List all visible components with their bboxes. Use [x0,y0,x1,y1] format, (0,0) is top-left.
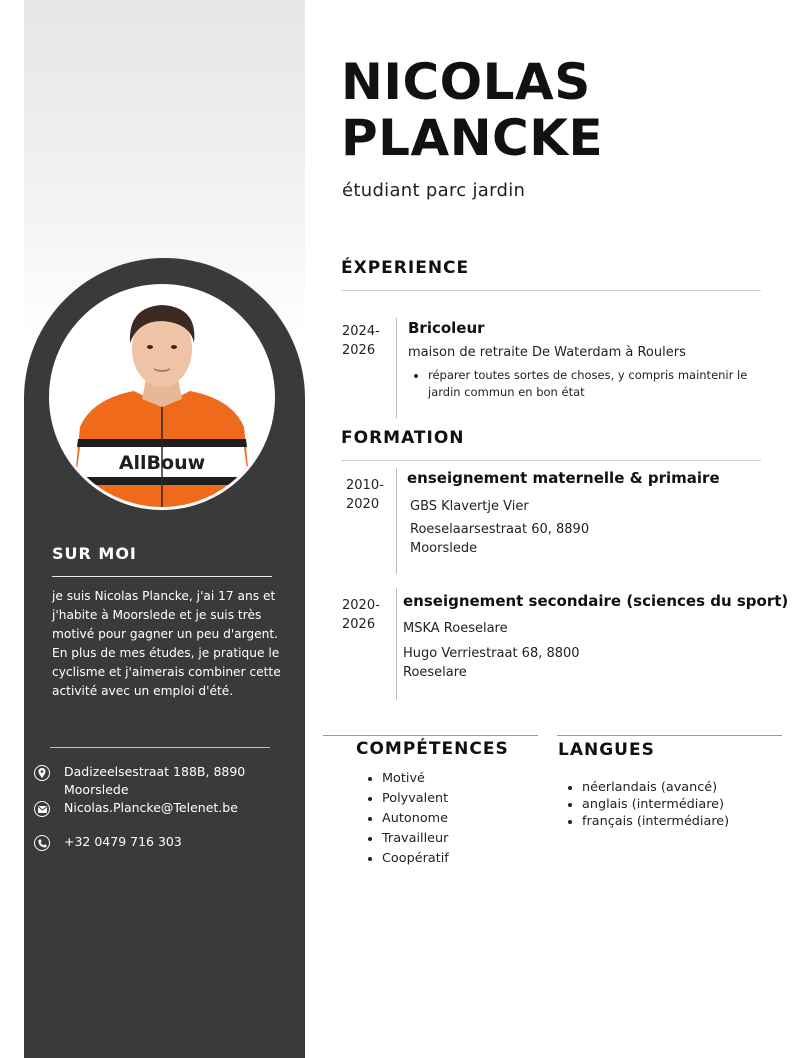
page-title [341,54,603,166]
experience-years: 2024- 2026 [342,324,380,358]
experience-place: maison de retraite De Waterdam à Roulers [408,345,686,360]
contact-address-text: Dadizeelsestraat 188B, 8890 Moorslede [64,764,246,797]
phone-icon [34,835,50,851]
about-text: je suis Nicolas Plancke, j'ai 17 ans et j'habite à Moorslede et je suis très motivé pour gagner un peu d'argent. En plus de mes études, je pratique le cyclisme et j'aimerais combiner cette activité avec un emploi d'été. [52,589,281,698]
languages-title: LANGUES [558,740,655,760]
jersey-logo-text: AllBouw [118,452,206,474]
experience-title: ÉXPERIENCE [341,258,470,278]
skills-divider [323,735,538,736]
list-item: • Motivé [382,769,449,789]
list-item: • français (intermédiare) [582,813,729,830]
profile-photo [49,284,275,510]
about-title: SUR MOI [52,544,137,563]
formation-title: FORMATION [341,428,465,448]
list-item: • Coopératif [382,849,449,869]
contact-phone [34,833,274,851]
list-item: • Autonome [382,809,449,829]
list-item: • Travailleur [382,829,449,849]
formation-address-1: Roeselaarsestraat 60, 8890 Moorslede [410,522,590,556]
languages-list [566,779,729,830]
formation-school-2: MSKA Roeselare [403,621,508,636]
formation-school-1: GBS Klavertje Vier [410,499,529,514]
list-item: • anglais (intermédiare) [582,796,729,813]
formation-timeline-2 [396,588,397,700]
formation-divider [341,460,761,461]
formation-years-1: 2010- 2020 [346,478,384,512]
location-icon [34,765,50,781]
avatar [52,287,272,507]
formation-degree-2: enseignement secondaire (sciences du sport) [403,592,789,610]
experience-role: Bricoleur [408,319,485,337]
experience-divider [341,290,761,291]
list-item: • néerlandais (avancé) [582,779,729,796]
list-item: • réparer toutes sortes de choses, y compris maintenir le jardin commun en bon état [428,367,773,401]
skills-list [366,769,449,869]
experience-bullets [412,367,773,401]
about-divider [52,576,272,577]
name-last: PLANCKE [341,109,604,167]
contact-divider [50,747,270,748]
name-first: NICOLAS [341,53,591,111]
contact-address [34,763,274,799]
formation-timeline-1 [396,468,397,574]
contact-phone-text[interactable]: +32 0479 716 303 [64,834,182,849]
job-subtitle: étudiant parc jardin [342,180,526,201]
skills-title: COMPÉTENCES [356,739,509,759]
formation-address-2: Hugo Verriestraat 68, 8800 Roeselare [403,646,580,680]
contact-email [34,799,274,817]
experience-timeline [396,318,397,418]
contact-email-text[interactable]: Nicolas.Plancke@Telenet.be [64,800,238,815]
list-item: • Polyvalent [382,789,449,809]
formation-years-2: 2020- 2026 [342,598,380,632]
languages-divider [557,735,782,736]
formation-degree-1: enseignement maternelle & primaire [407,469,720,487]
email-icon [34,801,50,817]
